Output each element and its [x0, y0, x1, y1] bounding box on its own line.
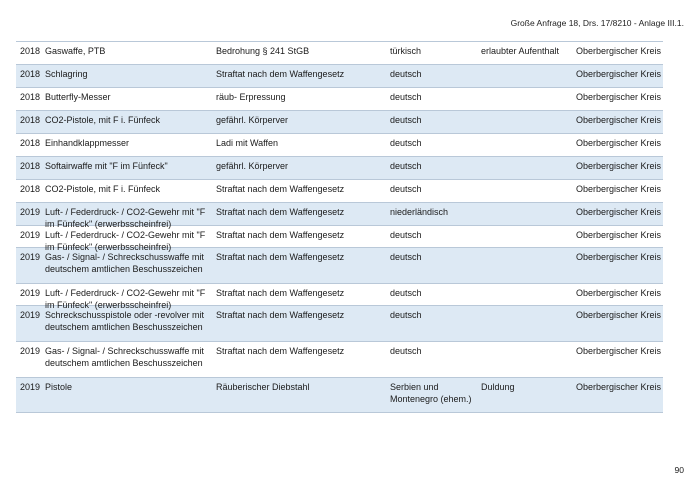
weapon-cell	[16, 42, 214, 64]
district-cell: Oberbergischer Kreis	[575, 69, 661, 79]
weapon-text: Schreckschusspistole oder -revolver mit deutschem amtlichen Beschusszeichen	[45, 310, 205, 332]
table-row	[16, 284, 663, 310]
weapon-text: Schlagring	[45, 69, 88, 79]
status-cell	[479, 203, 569, 225]
status-cell: erlaubter Aufenthalt	[481, 46, 560, 56]
table-row	[16, 88, 663, 111]
weapon-cell	[16, 65, 214, 87]
offense-cell: Räuberischer Diebstahl	[216, 382, 310, 392]
table-row	[16, 42, 663, 65]
weapon-text: Einhandklappmesser	[45, 138, 130, 148]
weapon-cell	[16, 226, 214, 252]
weapon-cell	[16, 180, 214, 202]
year-cell: 2018	[20, 184, 41, 194]
district-cell: Oberbergischer Kreis	[575, 230, 661, 240]
year-cell: 2018	[20, 138, 41, 148]
year-cell: 2019	[20, 207, 41, 217]
nationality-cell: deutsch	[390, 310, 422, 320]
district-cell: Oberbergischer Kreis	[575, 161, 661, 171]
page-number: 90	[674, 465, 684, 475]
nationality-cell: deutsch	[390, 115, 422, 125]
status-cell	[479, 248, 569, 283]
weapon-text: Gaswaffe, PTB	[45, 46, 106, 56]
nationality-cell: deutsch	[390, 346, 422, 356]
weapon-cell	[16, 378, 214, 412]
offense-cell: Straftat nach dem Waffengesetz	[216, 69, 345, 79]
status-cell: Duldung	[481, 382, 515, 392]
year-cell: 2019	[20, 252, 41, 262]
status-cell	[479, 111, 569, 133]
status-cell	[479, 134, 569, 156]
table-row	[16, 342, 663, 378]
year-cell: 2018	[20, 92, 41, 102]
offense-cell: räub- Erpressung	[216, 92, 286, 102]
status-cell	[479, 342, 569, 377]
year-cell: 2019	[20, 310, 41, 320]
district-cell: Oberbergischer Kreis	[575, 382, 661, 392]
document-header: Große Anfrage 18, Drs. 17/8210 - Anlage III.1.	[510, 18, 684, 28]
weapon-cell	[16, 88, 214, 110]
nationality-cell: niederländisch	[390, 207, 449, 217]
weapon-cell	[16, 134, 214, 156]
table-row	[16, 65, 663, 88]
weapon-cell	[16, 248, 214, 283]
table-row	[16, 111, 663, 134]
weapon-cell	[16, 111, 214, 133]
status-cell	[479, 306, 569, 341]
weapon-text: Softairwaffe mit "F im Fünfeck"	[45, 161, 168, 171]
status-cell	[479, 157, 569, 179]
table-row	[16, 306, 663, 342]
weapon-text: Gas- / Signal- / Schreckschusswaffe mit deutschem amtlichen Beschusszeichen	[45, 346, 204, 368]
table-row	[16, 378, 663, 413]
offense-cell: Ladi mit Waffen	[216, 138, 279, 148]
district-cell: Oberbergischer Kreis	[575, 184, 661, 194]
weapon-text: Butterfly-Messer	[45, 92, 111, 102]
district-cell: Oberbergischer Kreis	[575, 252, 661, 262]
weapon-text: Pistole	[45, 382, 73, 392]
offense-cell: Straftat nach dem Waffengesetz	[216, 310, 345, 320]
weapon-text: CO2-Pistole, mit F i. Fünfeck	[45, 115, 161, 125]
weapon-text: Luft- / Federdruck- / CO2-Gewehr mit "F im Fünfeck" (erwerbsscheinfrei)	[45, 230, 206, 252]
weapon-cell	[16, 284, 214, 310]
year-cell: 2019	[20, 382, 41, 392]
district-cell: Oberbergischer Kreis	[575, 310, 661, 320]
weapon-cell	[16, 203, 214, 229]
year-cell: 2018	[20, 46, 41, 56]
table-row	[16, 180, 663, 203]
district-cell: Oberbergischer Kreis	[575, 346, 661, 356]
district-cell: Oberbergischer Kreis	[575, 207, 661, 217]
nationality-cell: deutsch	[390, 184, 422, 194]
offense-cell: Straftat nach dem Waffengesetz	[216, 207, 345, 217]
nationality-cell: deutsch	[390, 288, 422, 298]
weapon-text: Luft- / Federdruck- / CO2-Gewehr mit "F im Fünfeck" (erwerbsscheinfrei)	[45, 207, 206, 229]
table-row	[16, 134, 663, 157]
nationality-cell: türkisch	[390, 46, 422, 56]
year-cell: 2019	[20, 346, 41, 356]
district-cell: Oberbergischer Kreis	[575, 138, 661, 148]
weapon-cell	[16, 342, 214, 377]
status-cell	[479, 65, 569, 87]
district-cell: Oberbergischer Kreis	[575, 92, 661, 102]
offense-cell: Straftat nach dem Waffengesetz	[216, 346, 345, 356]
offense-cell: gefährl. Körperver	[216, 115, 289, 125]
year-cell: 2018	[20, 69, 41, 79]
district-cell: Oberbergischer Kreis	[575, 288, 661, 298]
offense-cell: Bedrohung § 241 StGB	[216, 46, 310, 56]
status-cell	[479, 88, 569, 110]
table-row	[16, 226, 663, 252]
year-cell: 2018	[20, 115, 41, 125]
status-cell	[479, 226, 569, 247]
table-row	[16, 157, 663, 180]
data-table	[16, 41, 663, 413]
nationality-cell: deutsch	[390, 92, 422, 102]
district-cell: Oberbergischer Kreis	[575, 46, 661, 56]
offense-cell: Straftat nach dem Waffengesetz	[216, 252, 345, 262]
nationality-cell: deutsch	[390, 230, 422, 240]
year-cell: 2018	[20, 161, 41, 171]
status-cell	[479, 284, 569, 305]
nationality-cell: deutsch	[390, 252, 422, 262]
weapon-text: Gas- / Signal- / Schreckschusswaffe mit deutschem amtlichen Beschusszeichen	[45, 252, 204, 274]
nationality-cell: deutsch	[390, 161, 422, 171]
nationality-cell: Serbien und Montenegro (ehem.)	[390, 382, 472, 404]
offense-cell: Straftat nach dem Waffengesetz	[216, 184, 345, 194]
weapon-cell	[16, 306, 214, 341]
table-row	[16, 203, 663, 229]
offense-cell: Straftat nach dem Waffengesetz	[216, 230, 345, 240]
weapon-text: CO2-Pistole, mit F i. Fünfeck	[45, 184, 161, 194]
offense-cell: Straftat nach dem Waffengesetz	[216, 288, 345, 298]
status-cell	[479, 180, 569, 202]
nationality-cell: deutsch	[390, 138, 422, 148]
offense-cell: gefährl. Körperver	[216, 161, 289, 171]
weapon-text: Luft- / Federdruck- / CO2-Gewehr mit "F im Fünfeck" (erwerbsscheinfrei)	[45, 288, 206, 310]
nationality-cell: deutsch	[390, 69, 422, 79]
district-cell: Oberbergischer Kreis	[575, 115, 661, 125]
table-row	[16, 248, 663, 284]
weapon-cell	[16, 157, 214, 179]
year-cell: 2019	[20, 230, 41, 240]
year-cell: 2019	[20, 288, 41, 298]
